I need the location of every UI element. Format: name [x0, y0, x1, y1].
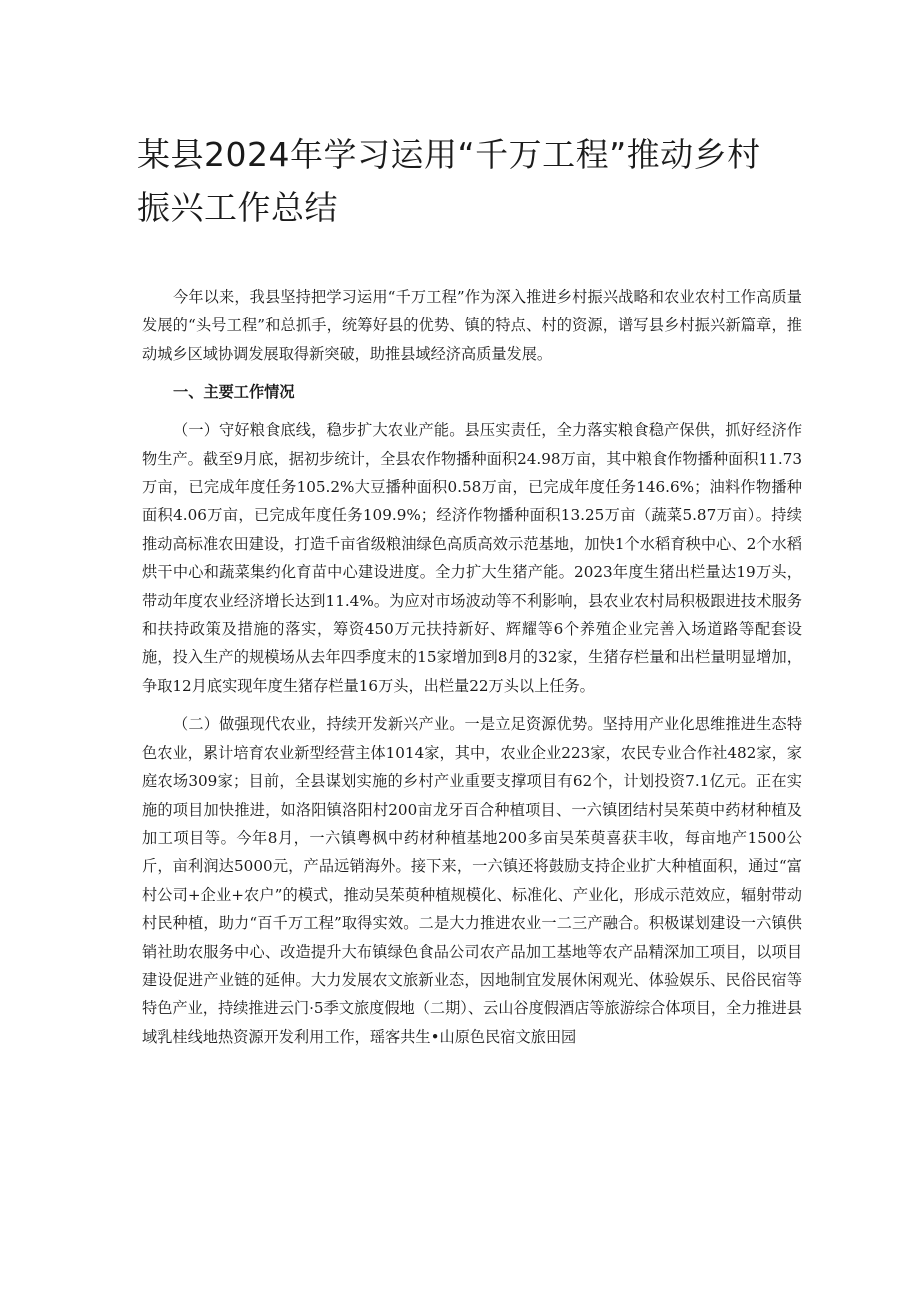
paragraph-modern-agriculture: （二）做强现代农业，持续开发新兴产业。一是立足资源优势。坚持用产业化思维推进生态特色农业，累计培育农业新型经营主体1014家，其中，农业企业223家，农民专业合作社482家，家庭农场309家；目前，全县谋划实施的乡村产业重要支撑项目有62个，计划投资7.1亿元。正在实施的项目加快推进，如洛阳镇洛阳村200亩龙牙百合种植项目、一六镇团结村吴茱萸中药材种植及加工项目等。今年8月，一六镇粤枫中药材种植基地200多亩吴茱萸喜获丰收，每亩地产1500公斤，亩利润达5000元，产品远销海外。接下来，一六镇还将鼓励支持企业扩大种植面积，通过“富村公司+企业+农户”的模式，推动吴茱萸种植规模化、标准化、产业化，形成示范效应，辐射带动村民种植，助力“百千万工程”取得实效。二是大力推进农业一二三产融合。积极谋划建设一六镇供销社助农服务中心、改造提升大布镇绿色食品公司农产品加工基地等农产品精深加工项目，以项目建设促进产业链的延伸。大力发展农文旅新业态，因地制宜发展休闲观光、体验娱乐、民俗民宿等特色产业，持续推进云门·5季文旅度假地（二期）、云山谷度假酒店等旅游综合体项目，全力推进县域乳桂线地热资源开发利用工作，瑶客共生•山原色民宿文旅田园	[142, 715, 802, 1046]
document-body	[142, 283, 802, 1051]
section-heading: 一、主要工作情况	[173, 383, 295, 402]
intro-paragraph: 今年以来，我县坚持把学习运用“千万工程”作为深入推进乡村振兴战略和农业农村工作高质量发展的“头号工程”和总抓手，统筹好县的优势、镇的特点、村的资源，谱写县乡村振兴新篇章，推动城乡区域协调发展取得新突破，助推县域经济高质量发展。	[142, 288, 802, 363]
paragraph-grain-production: （一）守好粮食底线，稳步扩大农业产能。县压实责任，全力落实粮食稳产保供，抓好经济作物生产。截至9月底，据初步统计，全县农作物播种面积24.98万亩，其中粮食作物播种面积11.73万亩，已完成年度任务105.2%大豆播种面积0.58万亩，已完成年度任务146.6%；油料作物播种面积4.06万亩，已完成年度任务109.9%；经济作物播种面积13.25万亩（蔬菜5.87万亩）。持续推动高标准农田建设，打造千亩省级粮油绿色高质高效示范基地，加快1个水稻育秧中心、2个水稻烘干中心和蔬菜集约化育苗中心建设进度。全力扩大生猪产能。2023年度生猪出栏量达19万头，带动年度农业经济增长达到11.4%。为应对市场波动等不利影响，县农业农村局积极跟进技术服务和扶持政策及措施的落实，筹资450万元扶持新好、辉耀等6个养殖企业完善入场道路等配套设施，投入生产的规模场从去年四季度末的15家增加到8月的32家，生猪存栏量和出栏量明显增加，争取12月底实现年度生猪存栏量16万头，出栏量22万头以上任务。	[142, 421, 802, 695]
document-title: 某县2024年学习运用“千万工程”推动乡村振兴工作总结	[137, 135, 761, 227]
